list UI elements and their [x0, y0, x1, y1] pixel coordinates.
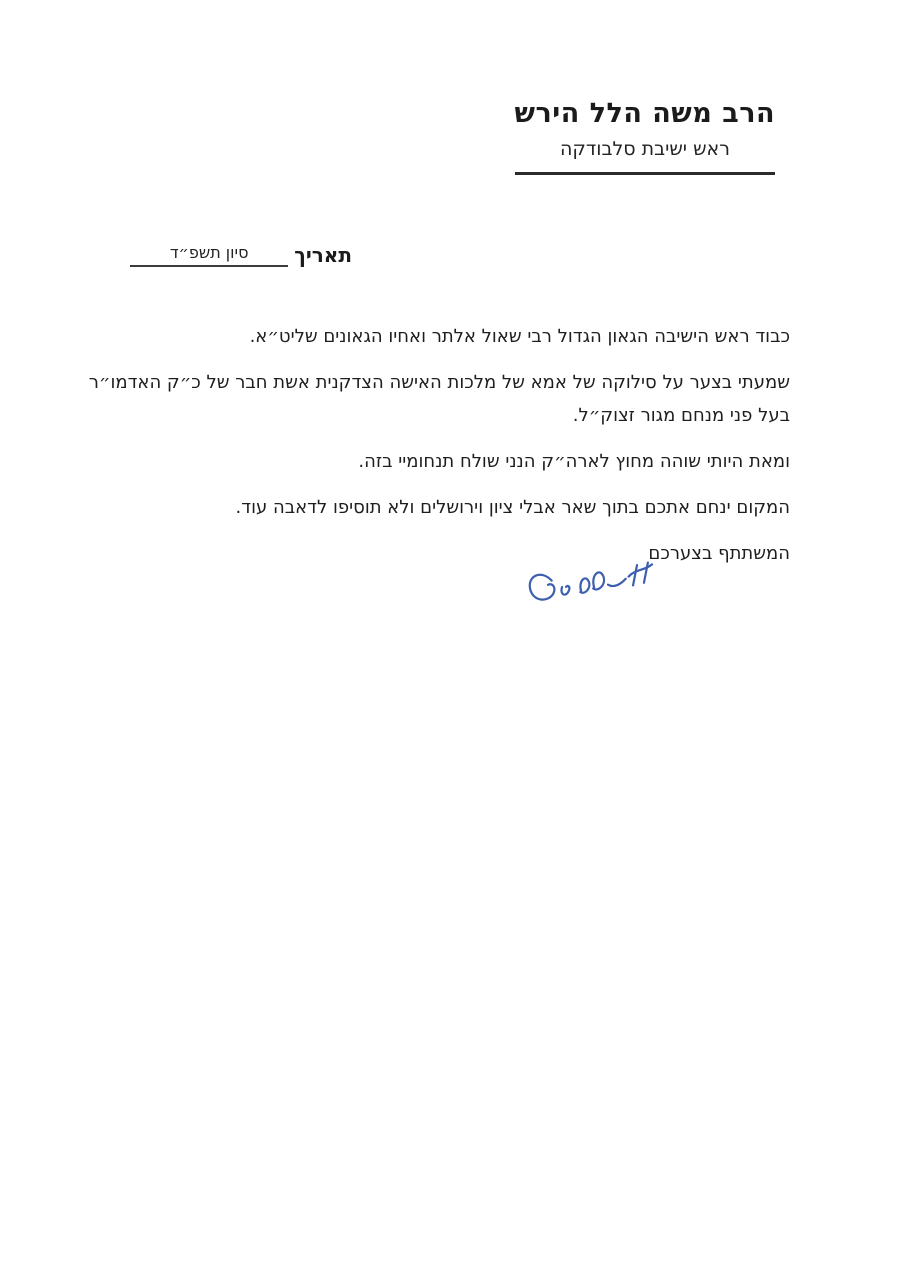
date-value: סיון תשפ״ד [130, 243, 288, 267]
letterhead-rule [515, 172, 775, 175]
date-label: תאריך [294, 243, 352, 267]
paragraph-condolence: שמעתי בצער על סילוקה של אמא של מלכות האישה הצדקנית אשת חבר של כ״ק האדמו״ר בעל פני מנחם מגור זצוק״ל. [88, 372, 790, 426]
paragraph-abroad: ומאת היותי שוהה מחוץ לארה״ק הנני שולח תנחומיי בזה. [358, 451, 790, 472]
letterhead [515, 98, 775, 175]
salutation-line: כבוד ראש הישיבה הגאון הגדול רבי שאול אלתר ואחיו הגאונים שליט״א. [249, 326, 790, 347]
signature [520, 550, 683, 620]
paragraph-hamakom: המקום ינחם אתכם בתוך שאר אבלי ציון וירושלים ולא תוסיפו לדאבה עוד. [235, 497, 790, 518]
letter-body [85, 320, 790, 583]
letterhead-name: הרב משה הלל הירש [514, 98, 775, 129]
closing-line: המשתתף בצערכם [648, 543, 790, 564]
signature-scribble-icon [520, 550, 683, 620]
date-line [130, 243, 352, 267]
letterhead-title: ראש ישיבת סלבודקה [560, 138, 730, 160]
